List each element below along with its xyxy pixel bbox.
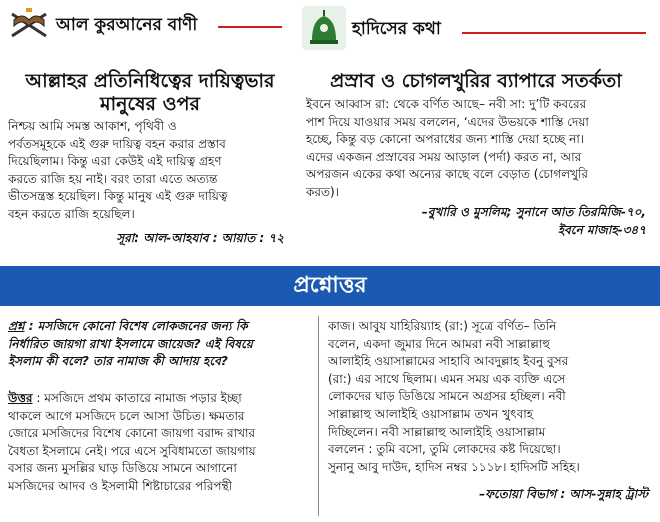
hadith-line: হচ্ছে, কিন্তু বড় কোনো অপরাধের জন্য শাস্তি দেয়া হচ্ছে না।	[306, 132, 585, 147]
hadith-body	[306, 96, 652, 202]
answer-line: (রা:) এর সাথে ছিলাম। এমন সময় এক ব্যক্তি এসে	[328, 371, 566, 386]
hadith-source	[306, 204, 646, 239]
qa-banner-title: প্রশ্নোত্তর	[293, 273, 367, 298]
answer-line: আলাইহি ওয়াসাল্লামের সাহাবি আবদুল্লাহ ইবনু বুসর	[328, 354, 569, 369]
quran-line: ভীতসন্ত্রস্ত হয়েছিল। কিন্তু মানুষ এই গুরু দায়িত্ব	[8, 189, 228, 204]
mosque-logo-icon	[302, 6, 346, 50]
answer-text: : মসজিদে প্রথম কাতারে নামাজ পড়ার ইচ্ছা	[32, 391, 242, 405]
hadith-line: অপরজন একের কথা অন্যের কাছে বলে বেড়াত (চোগলখুরি	[306, 167, 589, 182]
quran-line: পর্বতসমূহকে এই গুরু দায়িত্ব বহন করার প্রস্তাব	[8, 136, 226, 151]
hadith-line: এদের একজন প্রস্রাবের সময় আড়াল (পর্দা) করত না, আর	[306, 149, 582, 164]
hadith-line: করত)।	[306, 184, 339, 199]
qa-answer-right	[328, 318, 652, 476]
answer-label: উত্তর	[8, 391, 33, 405]
quran-line: দিয়েছিলাম। কিন্তু এরা কেউই এই দায়িত্ব গ্রহণ	[8, 154, 222, 169]
quran-header-rule	[218, 26, 282, 28]
hadith-source-line2: ইবনে মাজাহ-৩৪৭	[557, 222, 646, 237]
hadith-header-rule	[462, 32, 646, 34]
quran-body	[8, 118, 292, 224]
hadith-header: হাদিসের কথা	[352, 19, 441, 39]
answer-line: বলেন, একদা জুমার দিনে আমরা নবী সাল্লাল্লাহু	[328, 336, 550, 351]
quran-line: নিশ্চয় আমি সমস্ত আকাশ, পৃথিবী ও	[8, 119, 177, 133]
qa-credit: –ফতোয়া বিভাগ : আস-সুন্নাহ ট্রাস্ট	[479, 487, 648, 501]
question-label: প্রশ্ন	[8, 319, 25, 333]
answer-line: মসজিদের আদব ও ইসলামী শিষ্টাচারের পরিপন্থী	[8, 478, 233, 493]
quran-line: বহন করতে রাজি হয়েছিল।	[8, 206, 135, 221]
quran-title-line2: মানুষের ওপর	[100, 93, 200, 115]
quran-title-line1: আল্লাহর প্রতিনিধিত্বের দায়িত্বভার	[25, 70, 275, 92]
qa-question	[8, 318, 308, 371]
answer-line: জোরে মসজিদের বিশেষ কোনো জায়গা বরাদ্দ রাখার	[8, 426, 256, 441]
quran-source: সূরা: আল-আহযাব : আয়াত : ৭২	[116, 231, 284, 245]
quran-stand-icon	[8, 6, 50, 42]
answer-line: বৈধতা ইসলামে নেই। পরে এসে সুবিধামতো জায়গায়	[8, 443, 256, 458]
answer-line: বসার জন্য মুসল্লির ঘাড় ডিঙিয়ে সামনে আগানো	[8, 461, 237, 476]
question-line: ইসলাম কী বলে? তার নামাজ কী আদায় হবে?	[8, 354, 228, 369]
answer-line: সুনানু আবু দাউদ, হাদিস নম্বর ১১১৮। হাদিসটি সহিহ।	[328, 459, 580, 474]
answer-line: বললেন : তুমি বসো, তুমি লোকদের কষ্ট দিয়েছো।	[328, 442, 561, 457]
question-line: নির্ধারিত জায়গা রাখা ইসলামে জায়েজ? এই বিষয়ে	[8, 336, 253, 351]
answer-line: কাজ। আবুয যাহিরিয়্যাহ (রা:) সূত্রে বর্ণিত– তিনি	[328, 319, 557, 333]
answer-line: থাকলে আগে মসজিদে চলে আসা উচিত। ক্ষমতার	[8, 408, 245, 423]
hadith-title: প্রস্রাব ও চোগলখুরির ব্যাপারে সতর্কতা	[330, 70, 622, 92]
hadith-line: ইবনে আব্বাস রা: থেকে বর্ণিত আছে– নবী সা: দু’টি কবরের	[306, 97, 587, 111]
answer-line	[8, 390, 308, 408]
question-line	[8, 318, 308, 336]
quran-line: করতে রাজি হয় নাই। বরং তারা এতে অত্যন্ত	[8, 171, 218, 186]
answer-line: দিচ্ছিলেন। নবী সাল্লাল্লাহু আলাইহি ওয়াসাল্লাম	[328, 424, 546, 439]
question-text: : মসজিদে কোনো বিশেষ লোকজনের জন্য কি	[24, 319, 248, 333]
answer-line: লোকদের ঘাড় ডিঙিয়ে সামনে অগ্রসর হচ্ছিল। নবী	[328, 389, 566, 404]
hadith-line: পাশ দিয়ে যাওয়ার সময় বললেন, ‘এদের উভয়কে শাস্তি দেয়া	[306, 114, 589, 129]
qa-banner	[0, 266, 660, 306]
quran-header: আল কুরআনের বাণী	[56, 15, 198, 35]
answer-line: সাল্লাল্লাহু আলাইহি ওয়াসাল্লাম তখন খুৎবাহ	[328, 406, 534, 421]
hadith-source-line1: –বুখারি ও মুসলিম; সুনানে আত তিরমিজি-৭০,	[421, 205, 646, 219]
quran-title	[8, 70, 292, 116]
qa-answer-left	[8, 390, 308, 496]
column-divider	[318, 316, 319, 516]
